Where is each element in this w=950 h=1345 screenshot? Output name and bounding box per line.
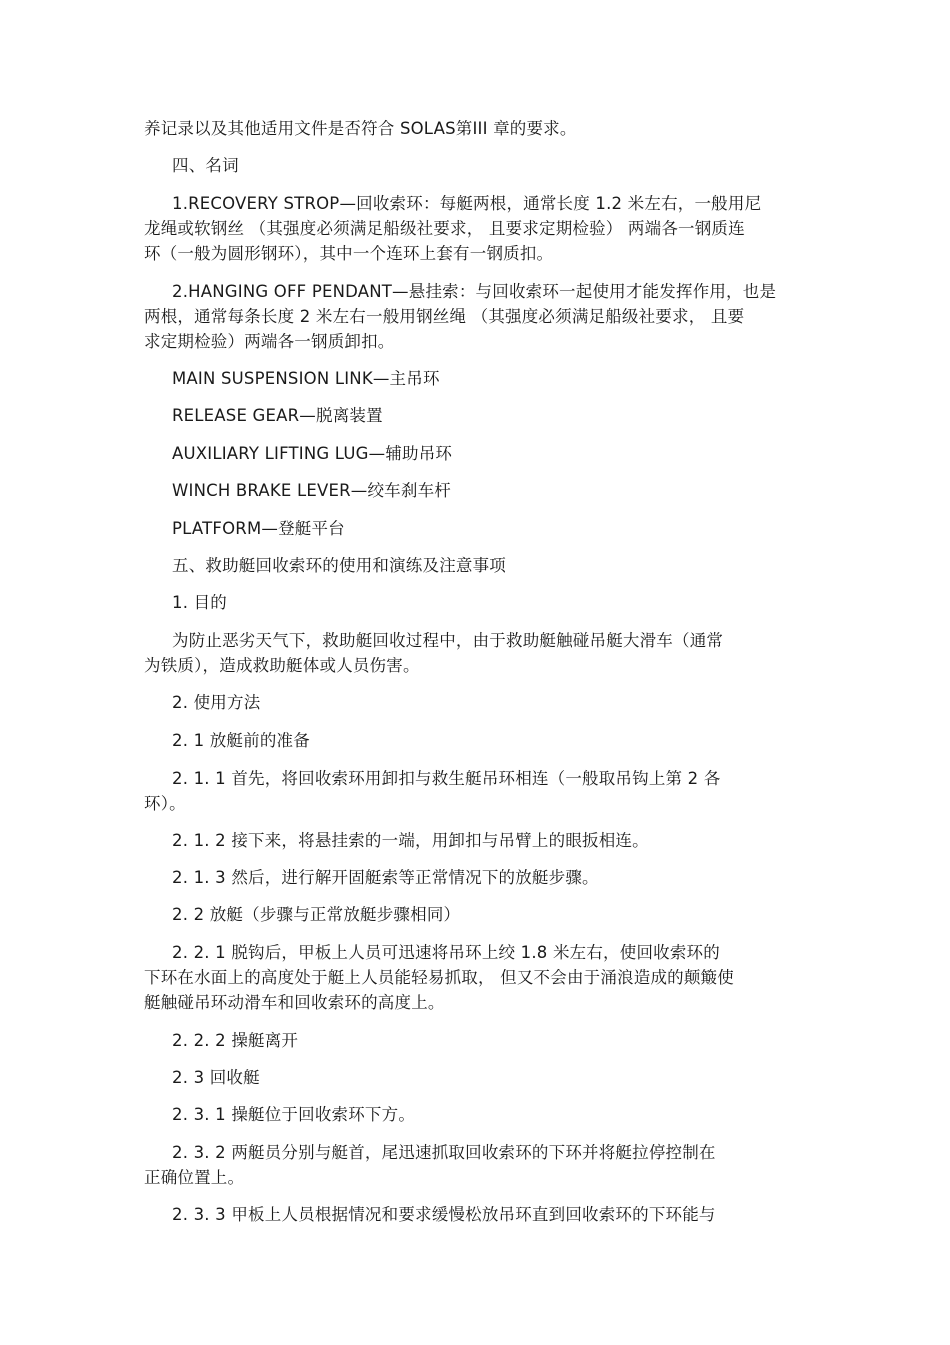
text-line: 环）。	[144, 794, 186, 813]
text-line: 龙绳或软钢丝 （其强度必须满足船级社要求， 且要求定期检验） 两端各一钢质连	[144, 219, 745, 238]
section-heading-usage: 五、救助艇回收索环的使用和演练及注意事项	[172, 556, 506, 575]
text-line-term-1: 1.RECOVERY STROP—回收索环：每艇两根，通常长度 1.2 米左右，一般用尼	[172, 194, 762, 213]
text-line: 为铁质），造成救助艇体或人员伤害。	[144, 656, 420, 675]
text-line: 求定期检验）两端各一钢质卸扣。	[144, 332, 395, 351]
subheading-2-2: 2. 2 放艇（步骤与正常放艇步骤相同）	[172, 905, 461, 924]
text-line-2-1-1: 2. 1. 1 首先，将回收索环用卸扣与救生艇吊环相连（一般取吊钩上第 2 各	[172, 769, 721, 788]
text-line: 正确位置上。	[144, 1168, 245, 1187]
text-line-2-1-2: 2. 1. 2 接下来，将悬挂索的一端，用卸扣与吊臂上的眼扳相连。	[172, 831, 649, 850]
text-line: 下环在水面上的高度处于艇上人员能轻易抓取， 但又不会由于涌浪造成的颠簸使	[144, 968, 734, 987]
text-line-2-3-3: 2. 3. 3 甲板上人员根据情况和要求缓慢松放吊环直到回收索环的下环能与	[172, 1205, 716, 1224]
section-heading-terms: 四、名词	[172, 156, 239, 175]
subheading-method: 2. 使用方法	[172, 693, 261, 712]
text-line-2-2-2: 2. 2. 2 操艇离开	[172, 1031, 299, 1050]
term-winch-brake-lever: WINCH BRAKE LEVER—绞车刹车杆	[172, 481, 451, 500]
text-line-continuation: 养记录以及其他适用文件是否符合 SOLAS第III 章的要求。	[144, 119, 577, 138]
text-line-2-2-1: 2. 2. 1 脱钩后，甲板上人员可迅速将吊环上绞 1.8 米左右，使回收索环的	[172, 943, 720, 962]
term-platform: PLATFORM—登艇平台	[172, 519, 345, 538]
subheading-2-3: 2. 3 回收艇	[172, 1068, 260, 1087]
text-line: 环（一般为圆形钢环），其中一个连环上套有一钢质扣。	[144, 244, 554, 263]
text-line-2-3-2: 2. 3. 2 两艇员分别与艇首，尾迅速抓取回收索环的下环并将艇拉停控制在	[172, 1143, 716, 1162]
subheading-2-1: 2. 1 放艇前的准备	[172, 731, 310, 750]
text-line: 两根，通常每条长度 2 米左右一般用钢丝绳 （其强度必须满足船级社要求， 且要	[144, 307, 745, 326]
text-line: 艇触碰吊环动滑车和回收索环的高度上。	[144, 993, 445, 1012]
text-line-term-2: 2.HANGING OFF PENDANT—悬挂索：与回收索环一起使用才能发挥作用，也是	[172, 282, 777, 301]
text-line-2-3-1: 2. 3. 1 操艇位于回收索环下方。	[172, 1105, 416, 1124]
term-main-suspension-link: MAIN SUSPENSION LINK—主吊环	[172, 369, 440, 388]
term-auxiliary-lifting-lug: AUXILIARY LIFTING LUG—辅助吊环	[172, 444, 453, 463]
subheading-purpose: 1. 目的	[172, 593, 227, 612]
text-line: 为防止恶劣天气下，救助艇回收过程中，由于救助艇触碰吊艇大滑车（通常	[172, 631, 724, 650]
text-line-2-1-3: 2. 1. 3 然后，进行解开固艇索等正常情况下的放艇步骤。	[172, 868, 599, 887]
term-release-gear: RELEASE GEAR—脱离装置	[172, 406, 383, 425]
